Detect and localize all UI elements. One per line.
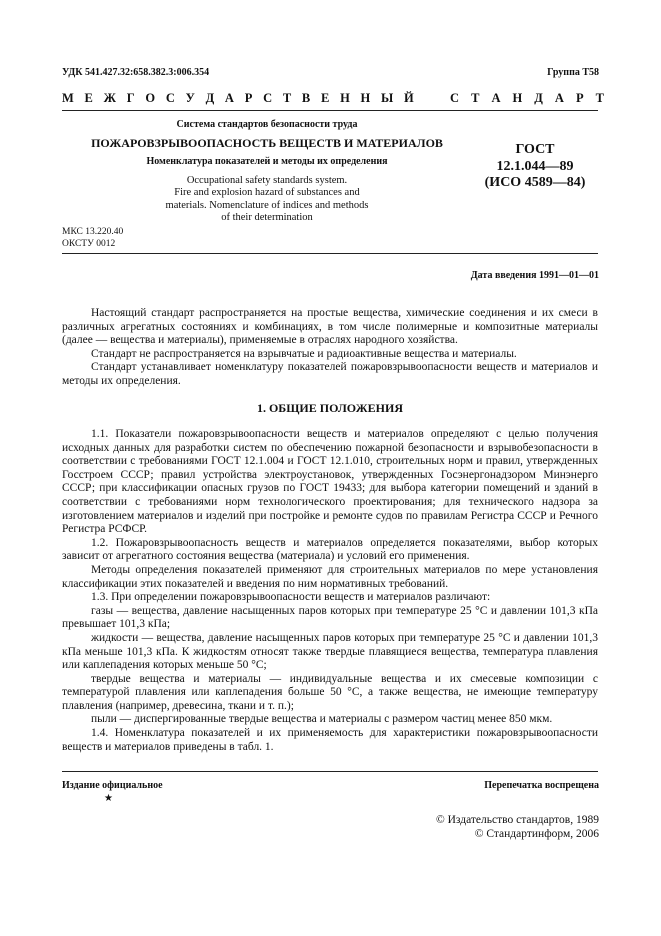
star-icon: ★ [104,793,113,804]
okstu-code: ОКСТУ 0012 [62,239,116,249]
banner-letter: Д [534,91,543,105]
paragraph: 1.3. При определении пожаровзрывоопасности веществ и материалов различают: [91,591,491,604]
banner-letter: Н [340,91,350,105]
banner-letter: Р [244,91,253,105]
banner-word-2-letters [450,90,604,106]
banner-rule [62,110,598,111]
paragraph: 1.1. Показатели пожаровзрывоопасности веществ и материалов определяют с целью получения исходных данных для разработки систем по обеспечению пожарной безопасности и взрывобезопасности в соответствии с требованиями ГОСТ 12.1.004 и ГОСТ 12.1.010, строительных норм и правил, утвержденных Госстроем СССР; правил устройства электроустановок, утвержденных Госэнергонадзором Минэнерго СССР; при классификации опасных грузов по ГОСТ 19433; для выбора категории помещений и зданий в соответствии с требованиями норм технологического проектирования; для технического надзора за изготовлением материалов и изделий при постройке и ремонте судов по правилам Регистра СССР и Речного Регистра РСФСР. [62,428,598,536]
banner-letter: Ы [381,91,394,105]
paragraph: твердые вещества и материалы — индивидуальные вещества и их смесевые композиции с температурой плавления или каплепадения больше 50 °С, а также вещества, не имеющие температуру плавления (например, древесина, ткани и т. п.); [62,672,598,712]
banner-letter: Ж [103,91,116,105]
reprint-prohibited: Перепечатка воспрещена [484,780,599,791]
english-title-line: Occupational safety standards system. [186,175,348,186]
paragraph: Методы определения показателей применяют для строительных материалов по мере установления классификации этих показателей и введения по ним нормативных требований. [62,563,598,590]
header-rule [62,253,598,254]
paragraph: 1.2. Пожаровзрывоопасность веществ и материалов определяется показателями, выбор которых зависит от агрегатного состояния вещества (материала) и условий его применения. [62,536,598,563]
banner-letter: С [165,91,175,105]
gost-label: ГОСТ [515,142,555,157]
udk-code: УДК 541.427.32:658.382.3:006.354 [62,67,210,78]
banner-letter: Н [360,91,371,105]
paragraph: Стандарт не распространяется на взрывчатые и радиоактивные вещества и материалы. [91,347,517,360]
banner-letter: М [62,91,74,105]
banner-letter: С [263,91,273,105]
english-title-line: of their determination [221,212,313,224]
paragraph: Настоящий стандарт распространяется на простые вещества, химические соединения и их смеси в различных агрегатных состояниях и комбинациях, в том числе полимерные и композитные материалы (далее — вещества и материалы), применяемые в отраслях народного хозяйства. [62,307,598,347]
banner-letter: Е [84,91,93,105]
banner-letter: А [491,91,501,105]
banner-letter: О [145,91,156,105]
english-title [120,175,414,225]
banner-letter: Е [320,91,330,105]
group-code: Группа Т58 [547,67,599,78]
mks-code: МКС 13.220.40 [62,227,124,237]
copyright-line: © Стандартинформ, 2006 [474,828,599,840]
banner-letter: Р [575,91,584,105]
section-1-body [62,428,598,754]
english-title-line: materials. Nomenclature of indices and methods [165,199,369,211]
banner-letter: Й [404,91,414,105]
paragraph: газы — вещества, давление насыщенных паров которых при температуре 25 °С и давлении 101,3 кПа превышает 101,3 кПа; [62,604,598,631]
iso-number: (ИСО 4589—84) [484,175,586,190]
banner-letter: Т [282,91,292,105]
banner-letter: А [554,91,564,105]
standard-banner [62,90,604,106]
paragraph: пыли — диспергированные твердые вещества и материалы с размером частиц менее 850 мкм. [91,713,553,726]
banner-letter: Г [126,91,135,105]
banner-letter: Д [205,91,215,105]
paragraph: Стандарт устанавливает номенклатуру показателей пожаровзрывоопасности веществ и материалов и методы их определения. [62,361,598,387]
banner-letter: Т [595,91,604,105]
paragraph: жидкости — вещества, давление насыщенных паров которых при температуре 25 °С и давлении 101,3 кПа меньше 101,3 кПа. К жидкостям относят также твердые плавящиеся вещества, температура плавления или каплепадения которых меньше 50 °С; [62,631,598,672]
copyright-line: © Издательство стандартов, 1989 [435,814,599,826]
banner-letter: Т [471,91,480,105]
gost-number: 12.1.044—89 [496,158,574,174]
banner-letter: С [450,91,460,105]
gost-designation [470,142,600,192]
banner-letter: Н [512,91,523,105]
system-title: Система стандартов безопасности труда [176,119,358,130]
banner-letter: У [185,91,195,105]
main-title: ПОЖАРОВЗРЫВООПАСНОСТЬ ВЕЩЕСТВ И МАТЕРИАЛОВ [91,136,443,150]
banner-word-1-letters [62,90,414,106]
banner-letter: А [224,91,234,105]
subtitle: Номенклатура показателей и методы их определения [146,156,388,167]
section-heading: 1. ОБЩИЕ ПОЛОЖЕНИЯ [256,401,404,415]
official-edition: Издание официальное [62,780,163,791]
effective-date: Дата введения 1991—01—01 [470,270,599,281]
footer-rule [62,771,598,772]
copyright-block [436,813,599,841]
intro-section [62,307,598,389]
banner-letter: В [301,91,311,105]
paragraph: 1.4. Номенклатура показателей и их применяемость для характеристики пожаровзрывоопасности веществ и материалов приведены в табл. 1. [62,727,598,753]
classification-codes [62,226,123,250]
english-title-line: Fire and explosion hazard of substances and [174,187,360,199]
